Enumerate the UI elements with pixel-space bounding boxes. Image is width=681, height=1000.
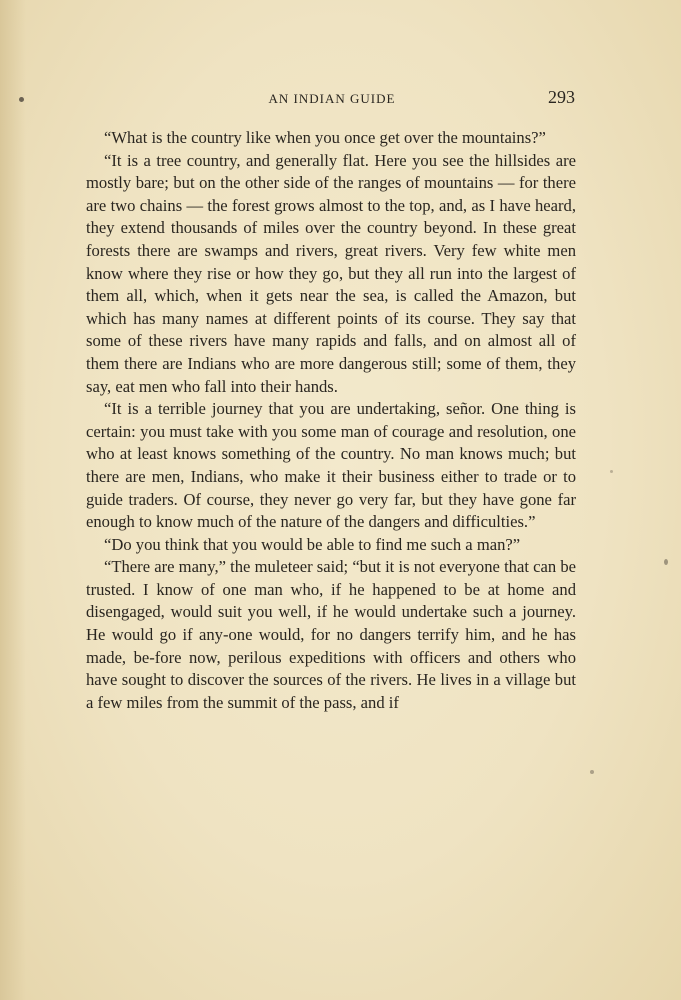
paragraph: “There are many,” the muleteer said; “but it is not everyone that can be trusted. I know of one man who, if he happened to be at home and disengaged, would suit you well, if he would undertake such a journey. He would go if any-one would, for no dangers terrify him, and he has made, be-fore now, perilous expeditions with officers and others who have sought to discover the sources of the rivers. He lives in a village but a few miles from the summit of the pass, and if	[86, 557, 576, 712]
paragraph: “Do you think that you would be able to find me such a man?”	[104, 534, 521, 554]
page-speck	[610, 470, 613, 473]
page-speck	[664, 559, 668, 565]
gutter-shadow	[0, 0, 26, 1000]
page-number: 293	[548, 87, 575, 107]
paragraph: “It is a terrible journey that you are undertaking, señor. One thing is certain: you must take with you some man of courage and resolution, one who at least knows something of the country. No man knows much; but there are men, Indians, who make it their business either to trade or to guide traders. Of course, they never go very far, but they have gone far enough to know much of the nature of the dangers and difficulties.”	[86, 399, 576, 532]
page-header	[87, 88, 577, 112]
body-text	[86, 127, 576, 714]
paragraph: “It is a tree country, and generally flat. Here you see the hillsides are mostly bare; but on the other side of the ranges of mountains — for there are two chains — the forest grows almost to the top, and, as I have heard, they extend thousands of miles over the country beyond. In these great forests there are swamps and rivers, great rivers. Very few white men know where they rise or how they go, but they all run into the largest of them all, which, when it gets near the sea, is called the Amazon, but which has many names at different points of its course. They say that some of these rivers have many rapids and falls, and on almost all of them there are Indians who are more dangerous still; some of them, they say, eat men who fall into their hands.	[86, 150, 576, 396]
paragraph: “What is the country like when you once get over the mountains?”	[104, 128, 546, 147]
page-speck	[19, 97, 24, 102]
running-head: AN INDIAN GUIDE	[268, 91, 396, 106]
page-speck	[590, 770, 594, 774]
